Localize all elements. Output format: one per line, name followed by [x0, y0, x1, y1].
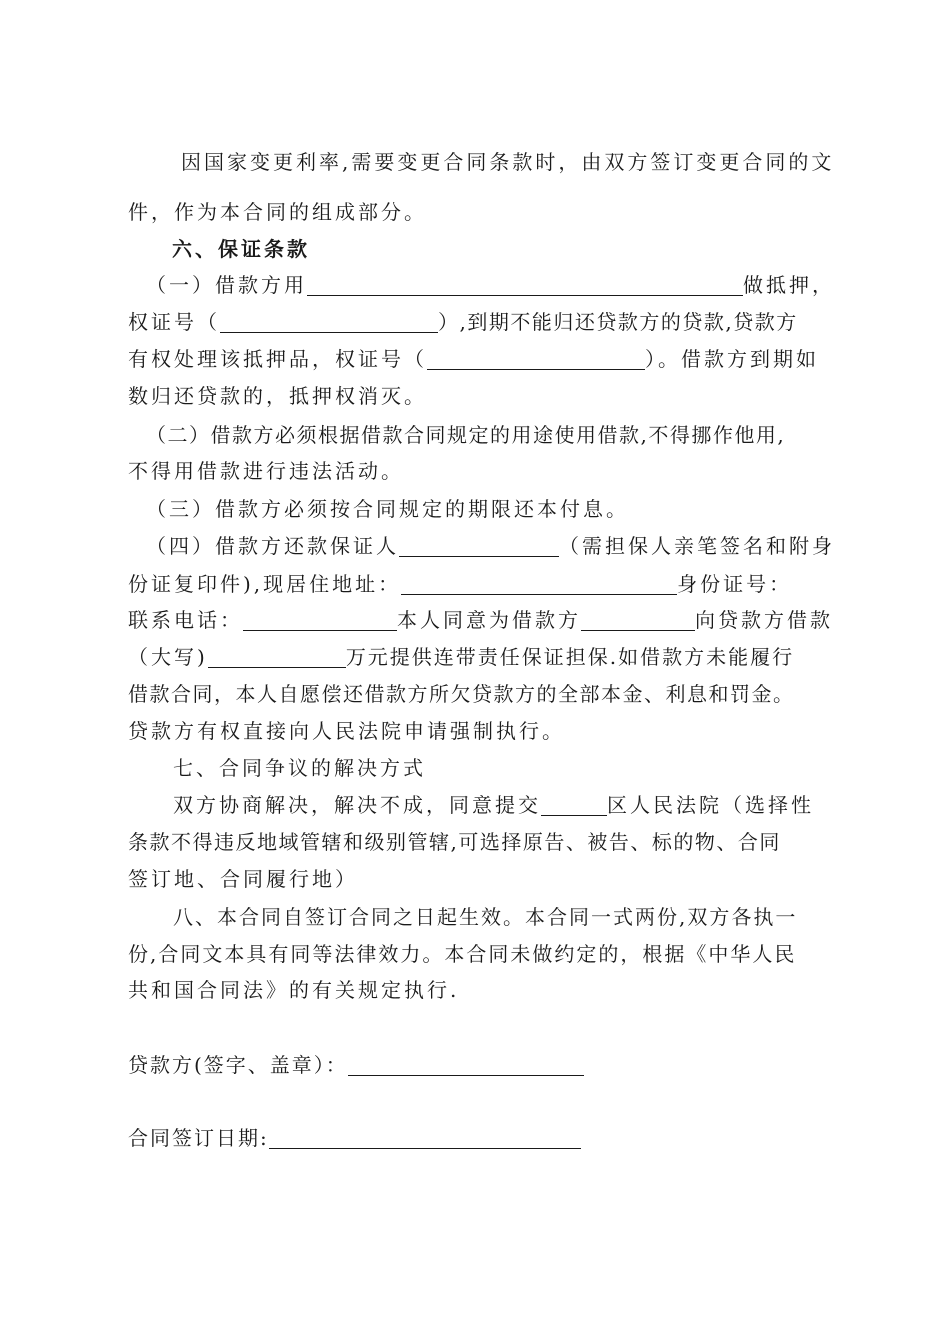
section-7-line: 签订地、合同履行地）	[128, 867, 358, 891]
clause-1-line: 有权处理该抵押品，权证号（ ）。借款方到期如	[128, 340, 822, 378]
section-8-line: 共和国合同法》的有关规定执行.	[128, 978, 460, 1002]
clause-4-line: 联系电话： 本人同意为借款方 向贷款方借款	[128, 601, 822, 639]
section-title: 七、合同争议的解决方式	[173, 756, 426, 780]
amount-blank[interactable]	[208, 641, 346, 668]
section-7-line: 双方协商解决，解决不成，同意提交 区人民法院（选择性	[173, 786, 822, 824]
clause-4-line: 份证复印件),现居住地址： 身份证号：	[128, 565, 822, 603]
clause-4-line: 借款合同，本人自愿偿还借款方所欠贷款方的全部本金、利息和罚金。	[128, 682, 795, 706]
clause-1-line: （一）借款方用 做抵押，	[146, 266, 822, 304]
collateral-blank[interactable]	[307, 269, 743, 296]
section-8-line: 八、本合同自签订合同之日起生效。本合同一式两份,双方各执一	[173, 905, 798, 929]
section-7-line: 条款不得违反地域管辖和级别管辖,可选择原告、被告、标的物、合同	[128, 830, 781, 854]
title-cert-number-blank[interactable]	[220, 306, 438, 333]
address-blank[interactable]	[401, 568, 677, 595]
clause-3-line: （三）借款方必须按合同规定的期限还本付息。	[146, 497, 629, 521]
lender-signature-line: 贷款方(签字、盖章）：	[128, 1046, 822, 1084]
borrower-blank[interactable]	[581, 604, 695, 631]
lender-signature-blank[interactable]	[348, 1049, 584, 1076]
paragraph-line: 因国家变更利率,需要变更合同条款时，由双方签订变更合同的文	[181, 150, 835, 174]
clause-2-line: 不得用借款进行违法活动。	[128, 459, 404, 483]
clause-1-line: 权证号（ ）,到期不能归还贷款方的贷款,贷款方	[128, 303, 822, 341]
clause-4-line: （大写) 万元提供连带责任保证担保.如借款方未能履行	[128, 638, 822, 676]
section-title: 六、保证条款	[172, 237, 310, 261]
clause-4-line: 贷款方有权直接向人民法院申请强制执行。	[128, 719, 565, 743]
section-8-line: 份,合同文本具有同等法律效力。本合同未做约定的，根据《中华人民	[128, 942, 797, 966]
guarantor-blank[interactable]	[399, 530, 559, 557]
phone-blank[interactable]	[243, 604, 397, 631]
contract-date-blank[interactable]	[269, 1122, 581, 1149]
paragraph-line: 件，作为本合同的组成部分。	[128, 200, 427, 224]
clause-2-line: （二）借款方必须根据借款合同规定的用途使用借款,不得挪作他用,	[146, 423, 786, 447]
clause-4-line: （四）借款方还款保证人 （需担保人亲笔签名和附身	[146, 527, 822, 565]
court-blank[interactable]	[541, 789, 607, 816]
title-cert-number-blank-2[interactable]	[427, 343, 645, 370]
contract-date-line: 合同签订日期:	[128, 1119, 822, 1157]
clause-1-line: 数归还贷款的，抵押权消灭。	[128, 384, 427, 408]
